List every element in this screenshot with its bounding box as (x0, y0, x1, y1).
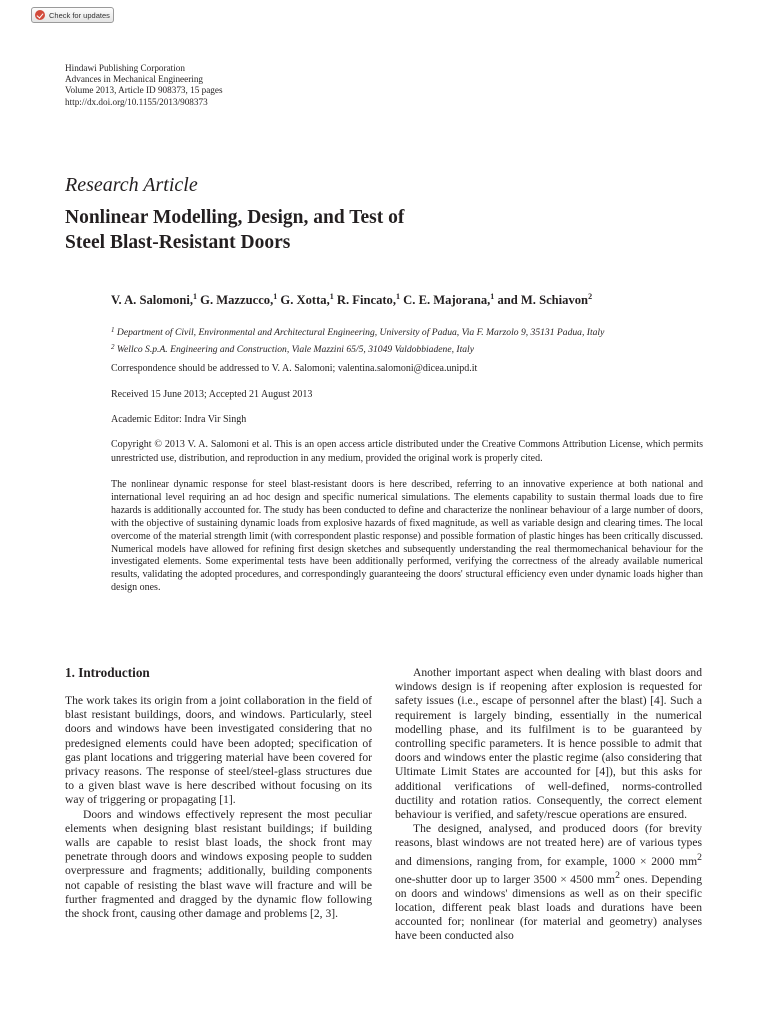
volume-info: Volume 2013, Article ID 908373, 15 pages (65, 85, 223, 96)
article-title (65, 205, 404, 255)
academic-editor: Academic Editor: Indra Vir Singh (111, 414, 247, 425)
right-column (395, 666, 702, 944)
copyright-notice: Copyright © 2013 V. A. Salomoni et al. This is an open access article distributed under the Creative Commons Attribution License, which permits unrestricted use, distribution, and reproduction in any medium, provided the original work is properly cited. (111, 439, 703, 464)
check-for-updates-button[interactable] (31, 7, 114, 23)
correspondence: Correspondence should be addressed to V. A. Salomoni; valentina.salomoni@dicea.unipd.it (111, 363, 478, 374)
article-type: Research Article (65, 174, 198, 196)
paragraph: Doors and windows effectively represent the most peculiar elements when designing blast resistant buildings; if building walls are capable to resist blast loads, the shock front may penetrate through doors and windows exposing people to sudden overpressure and fragments; additionally, building components not capable of resisting the blast wave will fracture and will be further fragmented and dragged by the dynamic flow following the shock front, causing other damage and problems [2, 3]. (65, 807, 372, 921)
author: R. Fincato,$^1$ (336, 292, 401, 307)
check-updates-icon (35, 10, 45, 20)
author-list (111, 292, 592, 308)
author: and M. Schiavon$^2$ (497, 292, 593, 307)
received-dates: Received 15 June 2013; Accepted 21 August 2013 (111, 389, 313, 400)
affiliation: $^1$ Department of Civil, Environmental and Architectural Engineering, University of Padua, Via F. Marzolo 9, 35131 Padua, Italy (111, 326, 605, 338)
check-for-updates-label: Check for updates (49, 10, 110, 20)
doi-link[interactable]: http://dx.doi.org/10.1155/2013/908373 (65, 96, 208, 107)
abstract: The nonlinear dynamic response for steel blast-resistant doors is here described, referring to an innovative experience at both national and international level requiring an ad hoc design and specific numerical simulations. The elements capability to sustain thermal loads due to fire hazards is additionally accounted for. The study has been conducted to define and characterize the nonlinear behaviour of a large number of doors, with the objective of sustaining dynamic loads from explosive hazards of fixed magnitude, as well as variable design and clearing times. The local overcome of the material strength limit (with correspondent plastic response) and possible formation of plastic hinges has been critically discussed. Numerical models have allowed for refining first design sketches and subsequently understanding the real thermomechanical behaviour for the investigated elements. Some experimental tests have been additionally performed, verifying the correctness of the already available numerical results, validating the adopted procedures, and correspondingly guaranteeing the doors' structural efficiency even under dynamic loads higher than design ones. (111, 479, 703, 594)
author: C. E. Majorana,$^1$ (403, 292, 495, 307)
publisher: Hindawi Publishing Corporation (65, 63, 185, 73)
author: V. A. Salomoni,$^1$ (111, 292, 197, 307)
left-column (65, 666, 372, 921)
author: G. Mazzucco,$^1$ (200, 292, 278, 307)
title-line-2: Steel Blast-Resistant Doors (65, 232, 291, 253)
paragraph: The designed, analysed, and produced doors (for brevity reasons, blast windows are not treated here) are of various types and dimensions, ranging from, for example, 1000 × 2000 $mm^2$ one-shutter door up to larger 3500 × 4500 $mm^2$ ones. Depending on doors and windows' dimensions as well as on their specific location, different peak blast loads and durations have been accounted for; nonlinear (for material and geometry) analyses have been conducted also (395, 822, 702, 943)
affiliation: $^2$ Wellco S.p.A. Engineering and Construction, Viale Mazzini 65/5, 31049 Valdobbiadene, Italy (111, 343, 474, 355)
affiliations (111, 323, 604, 357)
journal-info (65, 63, 223, 108)
section-heading: 1. Introduction (65, 665, 150, 680)
journal-name: Advances in Mechanical Engineering (65, 74, 204, 85)
paragraph: Another important aspect when dealing with blast doors and windows design is if reopening after explosion is requested for safety issues (i.e., escape of personnel after the blast) [4]. Such a requirement is largely binding, essentially in the numerical modelling phase, and its fulfilment is to be guaranteed by controlling specific parameters. It is hence possible to admit that doors and windows enter the plastic regime (also considering that Ultimate Limit States are accounted for [4]), but this asks for additional verifications of well-defined, norms-controlled ductility and rotation ratios. Consequently, the correct element behaviour is verified, and safety/rescue operations are ensured. (395, 666, 702, 822)
title-line-1: Nonlinear Modelling, Design, and Test of (65, 207, 405, 228)
author: G. Xotta,$^1$ (280, 292, 334, 307)
paragraph: The work takes its origin from a joint collaboration in the field of blast resistant buildings, doors, and windows. Particularly, steel doors and windows have been investigated considering that no predesigned elements could have been adopted; specification of gas plant locations and triggering material have been covered for privacy reasons. The response of steel/steel-glass structures due to a given blast wave is here described without focusing on its way of triggering or propagating [1]. (65, 694, 372, 807)
